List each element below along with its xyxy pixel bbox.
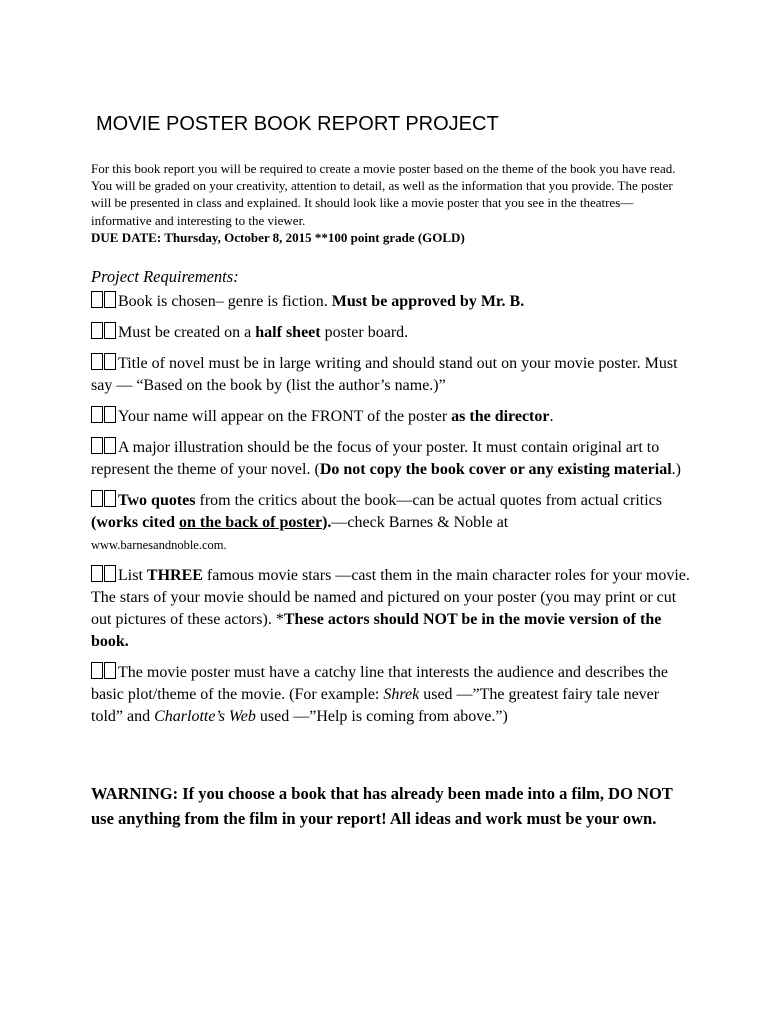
- requirements-section: [91, 266, 691, 737]
- checkbox-icon: [91, 664, 117, 681]
- requirement-item: Title of novel must be in large writing and should stand out on your movie poster. Must say — “Based on the book by (list the author’s name.)”: [91, 355, 678, 394]
- checkbox-icon: [91, 567, 117, 584]
- checkbox-icon: [91, 293, 117, 310]
- checkbox-icon: [91, 355, 117, 372]
- requirement-item: The movie poster must have a catchy line that interests the audience and describes the basic plot/theme of the movie. (For example: Shrek used —”The greatest fairy tale never told” and Charlotte’s Web used —”Help is coming from above.”): [91, 664, 669, 725]
- website-link-text: www.barnesandnoble.com.: [91, 538, 227, 552]
- checkbox-icon: [91, 324, 117, 341]
- requirement-item: List THREE famous movie stars —cast them in the main character roles for your movie. The stars of your movie should be named and pictured on your poster (you may print or cut out pictures of these actors). *These actors should NOT be in the movie version of the book.: [91, 567, 690, 650]
- checkbox-icon: [91, 439, 117, 456]
- intro-paragraph: For this book report you will be required to create a movie poster based on the theme of the book you have read. You will be graded on your creativity, attention to detail, as well as the information that you provide. The poster will be presented in class and explained. It should look like a movie poster that you see in the theatres—informative and interesting to the viewer.: [91, 161, 676, 228]
- page-title: MOVIE POSTER BOOK REPORT PROJECT: [96, 113, 499, 135]
- requirement-item: Two quotes from the critics about the book—can be actual quotes from actual critics (works cited on the back of poster).—check Barnes & Noble at www.barnesandnoble.com.: [91, 492, 662, 552]
- requirement-item: A major illustration should be the focus of your poster. It must contain original art to represent the theme of your novel. (Do not copy the book cover or any existing material.): [91, 439, 681, 478]
- requirement-item: Book is chosen– genre is fiction. Must be approved by Mr. B.: [91, 291, 691, 313]
- due-date: DUE DATE: Thursday, October 8, 2015 **100 point grade (GOLD): [91, 229, 465, 245]
- warning-text: WARNING: If you choose a book that has already been made into a film, DO NOT use anything from the film in your report! All ideas and work must be your own.: [91, 784, 673, 828]
- requirement-item: Your name will appear on the FRONT of the poster as the director.: [91, 406, 691, 428]
- checkbox-icon: [91, 408, 117, 425]
- requirements-heading: Project Requirements:: [91, 267, 239, 286]
- intro-section: [91, 160, 691, 246]
- requirement-item: Must be created on a half sheet poster board.: [91, 322, 691, 344]
- checkbox-icon: [91, 492, 117, 509]
